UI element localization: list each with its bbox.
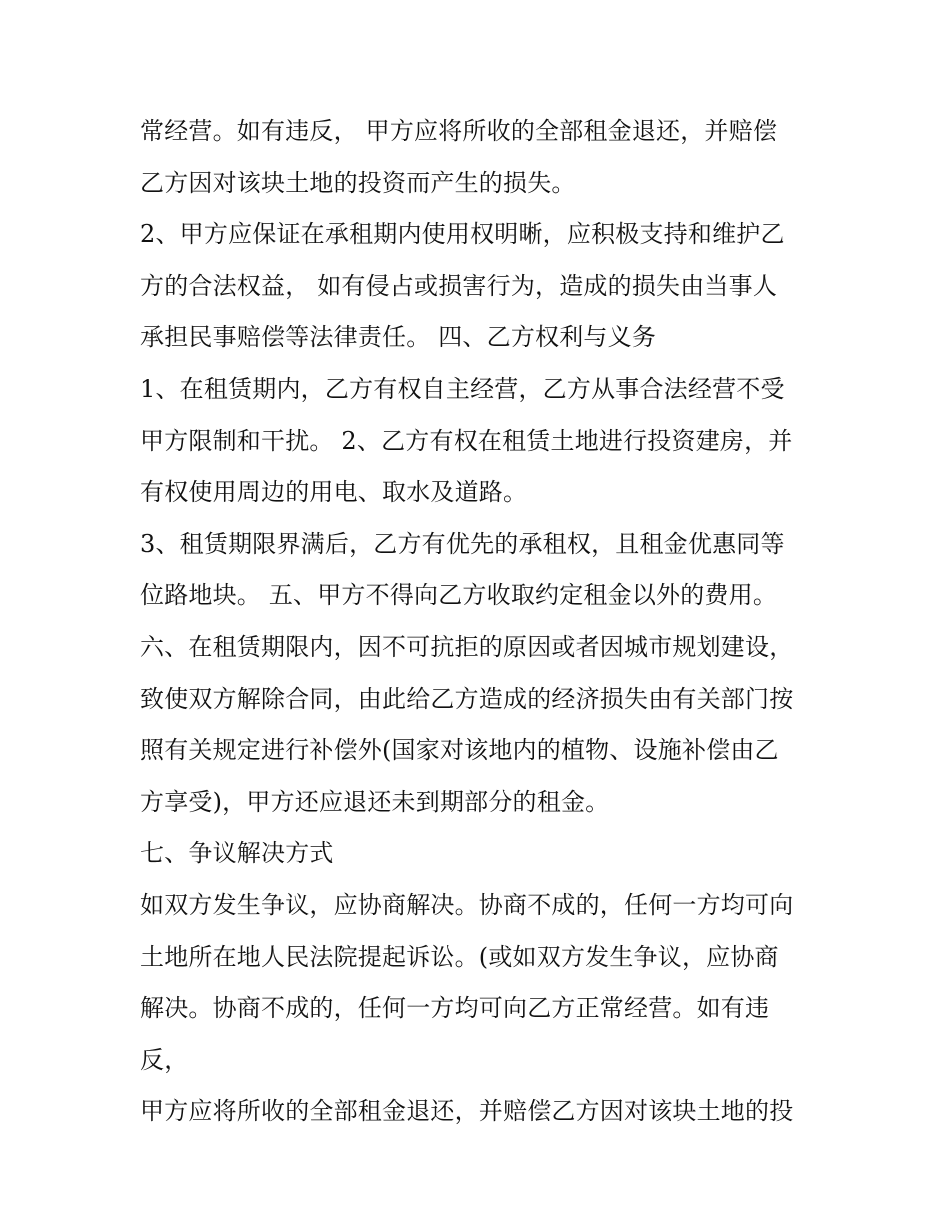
text-line: 照有关规定进行补偿外(国家对该地内的植物、设施补偿由乙 (140, 736, 779, 765)
text-line: 六、在租赁期限内，因不可抗拒的原因或者因城市规划建设， (140, 632, 794, 661)
text-line: 土地所在地人民法院提起诉讼。(或如双方发生争议，应协商 (140, 942, 779, 971)
section-heading-dispute-resolution: 七、争议解决方式 (140, 839, 334, 868)
text-line: 乙方因对该块土地的投资而产生的损失。 (140, 168, 576, 197)
text-line: 如双方发生争议，应协商解决。协商不成的，任何一方均可向 (140, 890, 794, 919)
text-line: 甲方应将所收的全部租金退还，并赔偿乙方因对该块土地的投 (140, 1097, 794, 1126)
text-line: 甲方限制和干扰。 2、乙方有权在租赁土地进行投资建房，并 (140, 426, 793, 455)
text-line: 解决。协商不成的，任何一方均可向乙方正常经营。如有违 (140, 994, 770, 1023)
contract-text-block (140, 106, 830, 1138)
text-line: 位路地块。 五、甲方不得向乙方收取约定租金以外的费用。 (140, 581, 778, 610)
text-line: 反， (140, 1045, 189, 1074)
text-line: 2、甲方应保证在承租期内使用权明晰，应积极支持和维护乙 (140, 220, 785, 249)
text-line: 常经营。如有违反， 甲方应将所收的全部租金退还，并赔偿 (140, 117, 778, 145)
text-line: 有权使用周边的用电、取水及道路。 (140, 478, 528, 507)
text-line: 承担民事赔偿等法律责任。 四、乙方权利与义务 (140, 323, 657, 352)
text-line: 3、租赁期限界满后，乙方有优先的承租权，且租金优惠同等 (140, 529, 785, 558)
text-line: 1、在租赁期内，乙方有权自主经营，乙方从事合法经营不受 (140, 374, 785, 403)
text-line: 致使双方解除合同，由此给乙方造成的经济损失由有关部门按 (140, 684, 794, 713)
text-line: 方享受)，甲方还应退还未到期部分的租金。 (140, 787, 610, 816)
text-line: 方的合法权益， 如有侵占或损害行为，造成的损失由当事人 (140, 271, 778, 300)
